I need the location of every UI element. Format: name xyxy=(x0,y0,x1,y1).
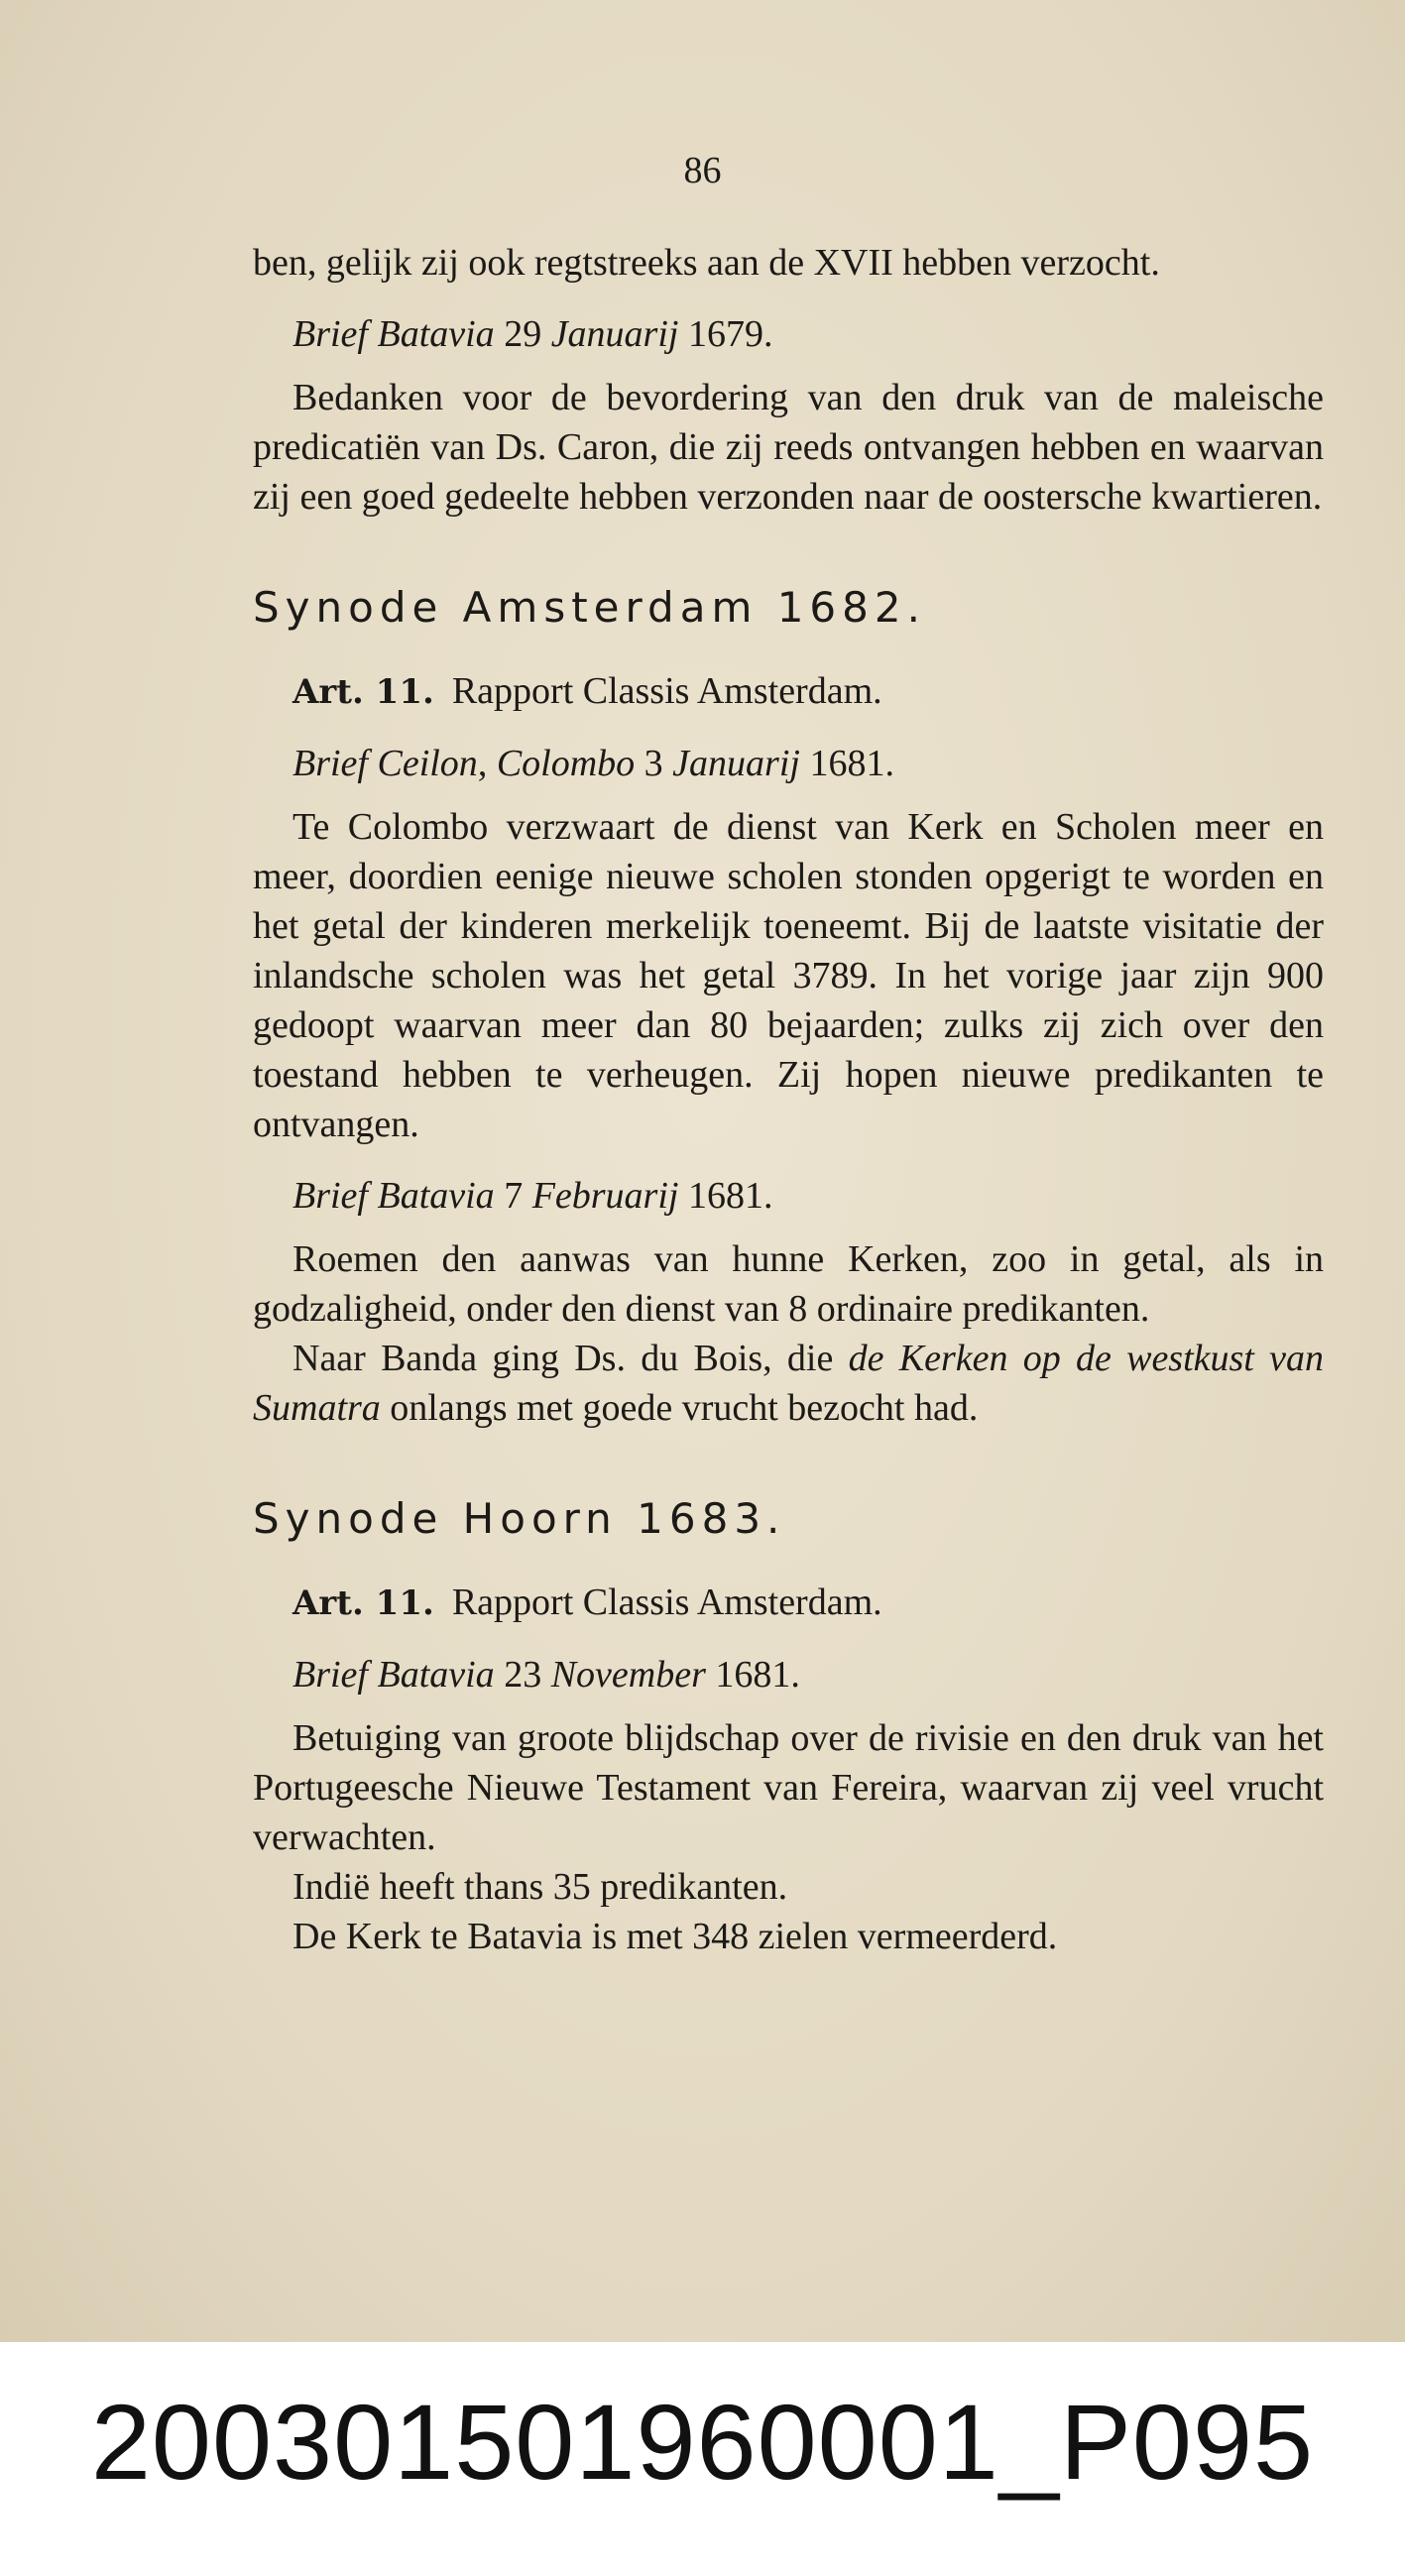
letter-place: Brief Ceilon xyxy=(293,743,478,784)
letter-place: Brief Batavia xyxy=(293,1654,495,1696)
letter-day: 7 xyxy=(504,1175,524,1217)
article-title: Rapport Classis Amsterdam. xyxy=(451,670,882,712)
article-title: Rapport Classis Amsterdam. xyxy=(451,1581,882,1623)
paragraph-1: Bedanken voor de bevordering van den druk van de maleische predicatiën van Ds. Caron, die zij reeds ontvangen hebben en waarvan zij een goed gedeelte hebben verzonden naar de oostersche kwartieren. xyxy=(253,377,1324,518)
paragraph-4-end: onlangs met goede vrucht bezocht had. xyxy=(380,1387,979,1429)
article-heading-1 xyxy=(253,666,1324,717)
letter-heading-4 xyxy=(253,1650,1324,1699)
page-number: 86 xyxy=(683,150,722,191)
letter-heading-3 xyxy=(253,1171,1324,1221)
paragraph-5: Betuiging van groote blijdschap over de rivisie en den druk van het Portugeesche Nieuwe Testament van Fereira, waarvan zij veel vrucht verwachten. xyxy=(253,1717,1324,1858)
paragraph-4-italic: de Kerken op de westkust van Sumatra xyxy=(253,1338,1324,1429)
letter-separator: , xyxy=(477,743,497,784)
synod-heading-2: Synode Hoorn 1683. xyxy=(253,1494,786,1543)
article-number: Art. 11. xyxy=(293,672,434,712)
letter-heading-2 xyxy=(253,739,1324,788)
paragraph-6: Indië heeft thans 35 predikanten. xyxy=(293,1866,788,1908)
letter-city: Colombo xyxy=(496,743,636,784)
page-body xyxy=(253,238,1324,1961)
synod-heading-1: Synode Amsterdam 1682. xyxy=(253,583,926,632)
article-heading-2 xyxy=(253,1578,1324,1628)
intro-paragraph: ben, gelijk zij ook regtstreeks aan de XVII hebben verzocht. xyxy=(253,242,1160,284)
paragraph-4 xyxy=(253,1334,1324,1433)
letter-year: 1679. xyxy=(687,313,773,355)
letter-year: 1681. xyxy=(715,1654,800,1696)
paragraph-2: Te Colombo verzwaart de dienst van Kerk en Scholen meer en meer, doordien eenige nieuwe scholen stonden opgerigt te worden en het getal der kinderen merkelijk toeneemt. Bij de laatste visitatie der inlandsche scholen was het getal 3789. In het vorige jaar zijn 900 gedoopt waarvan meer dan 80 bejaarden; zulks zij zich over den toestand hebben te verheugen. Zij hopen nieuwe predikanten te ontvangen. xyxy=(253,806,1324,1145)
letter-day: 29 xyxy=(504,313,542,355)
letter-month: Januarij xyxy=(672,743,800,784)
letter-day: 3 xyxy=(644,743,663,784)
letter-month: Februarij xyxy=(531,1175,679,1217)
letter-heading-1 xyxy=(253,309,1324,359)
paragraph-3: Roemen den aanwas van hunne Kerken, zoo in getal, als in godzaligheid, onder den dienst van 8 ordinaire predikanten. xyxy=(253,1238,1324,1330)
letter-month: November xyxy=(550,1654,706,1696)
letter-month: Januarij xyxy=(550,313,679,355)
letter-place: Brief Batavia xyxy=(293,313,495,355)
letter-place: Brief Batavia xyxy=(293,1175,495,1217)
article-number: Art. 11. xyxy=(293,1583,434,1623)
letter-day: 23 xyxy=(504,1654,542,1696)
letter-year: 1681. xyxy=(809,743,894,784)
letter-year: 1681. xyxy=(687,1175,773,1217)
paragraph-7: De Kerk te Batavia is met 348 zielen vermeerderd. xyxy=(293,1916,1058,1957)
scan-identifier: 20030150196000​1_P095 xyxy=(90,2382,1315,2502)
paragraph-4-start: Naar Banda ging Ds. du Bois, die xyxy=(293,1338,849,1379)
